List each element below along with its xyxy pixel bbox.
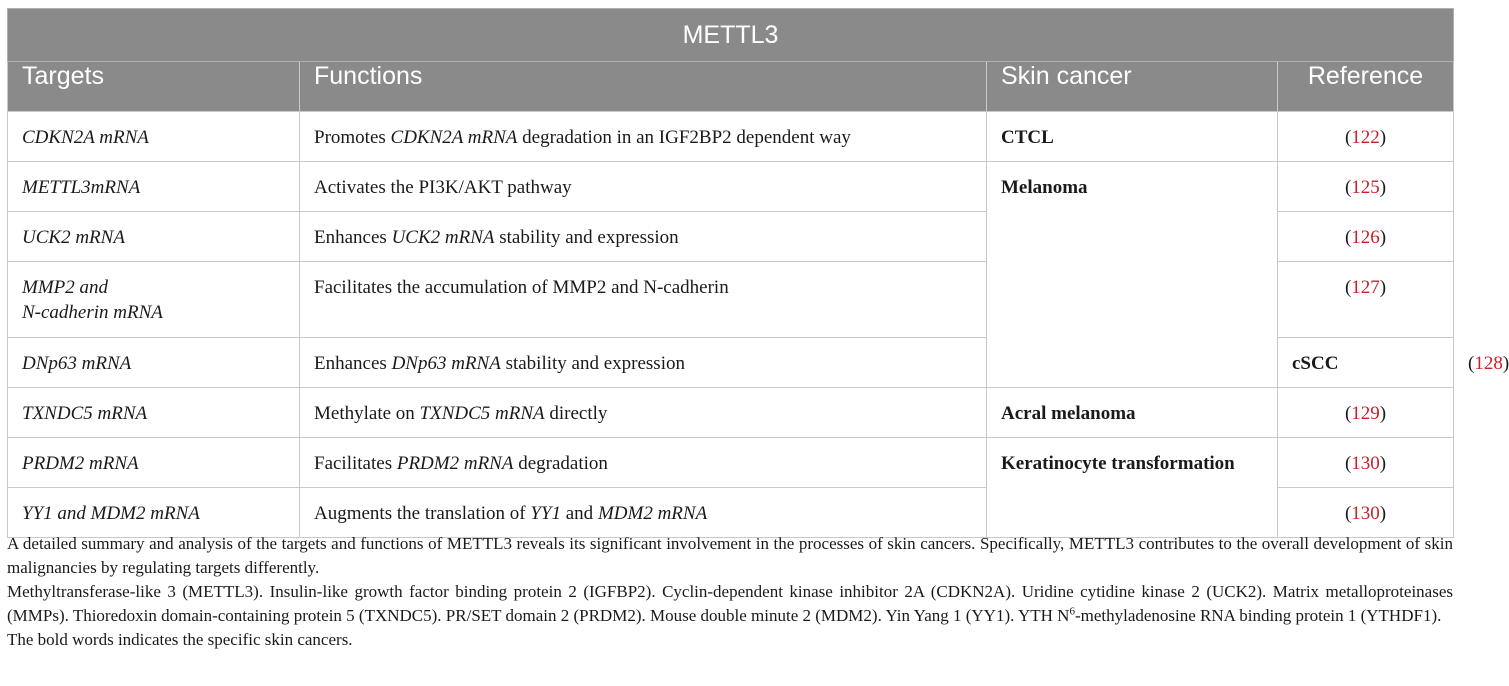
- superscript: 6: [1069, 605, 1075, 618]
- function-text: and: [561, 503, 598, 524]
- reference-cell: (122): [1278, 112, 1454, 162]
- target-cell: METTL3mRNA: [8, 162, 300, 212]
- footnote-bold-note: The bold words indicates the specific skin cancers.: [7, 630, 353, 649]
- target-line: N-cadherin mRNA: [22, 302, 163, 323]
- reference-cell: (127): [1278, 262, 1454, 338]
- reference-link[interactable]: 128: [1474, 353, 1503, 374]
- target-cell: TXNDC5 mRNA: [8, 388, 300, 438]
- abbreviations-text: -methyladenosine RNA binding protein 1 (YTHDF1).: [1074, 606, 1442, 625]
- function-cell: [300, 488, 987, 538]
- reference-cell: (129): [1278, 388, 1454, 438]
- reference-link[interactable]: 130: [1351, 503, 1380, 524]
- reference-link[interactable]: 122: [1351, 127, 1380, 148]
- reference-cell: (130): [1278, 438, 1454, 488]
- footnote-abbreviations: [7, 580, 1453, 628]
- table-title: METTL3: [8, 9, 1454, 62]
- function-text: degradation: [513, 453, 608, 474]
- mettl3-table: [7, 8, 1509, 538]
- function-text: Facilitates the accumulation of MMP2 and N-cadherin: [314, 277, 729, 298]
- target-cell: UCK2 mRNA: [8, 212, 300, 262]
- abbreviations-text: Methyltransferase-like 3 (METTL3). Insulin-like growth factor binding protein 2 (IGFBP2). Cyclin-dependent kinase inhibitor 2A (CDKN2A). Uridine cytidine kinase 2 (UCK2). Matrix metalloproteinases (MMPs). Thioredoxin domain-containing protein 5 (TXNDC5). PR/SET domain 2 (PRDM2). Mouse double minute 2 (MDM2). Yin Yang 1 (YY1). YTH N: [7, 582, 1453, 625]
- header-reference: Reference: [1278, 62, 1454, 112]
- function-text: Activates the PI3K/AKT pathway: [314, 177, 572, 198]
- target-cell: DNp63 mRNA: [8, 338, 300, 388]
- reference-link[interactable]: 130: [1351, 453, 1380, 474]
- function-text: Facilitates: [314, 453, 397, 474]
- target-cell: YY1 and MDM2 mRNA: [8, 488, 300, 538]
- function-italic: YY1: [530, 503, 561, 524]
- reference-link[interactable]: 125: [1351, 177, 1380, 198]
- function-text: directly: [544, 403, 608, 424]
- function-cell: [300, 338, 987, 388]
- function-text: Augments the translation of: [314, 503, 531, 524]
- skin-cancer-cell: Acral melanoma: [987, 388, 1278, 438]
- reference-cell: (125): [1278, 162, 1454, 212]
- header-skin-cancer: Skin cancer: [987, 62, 1278, 112]
- table-row: [8, 388, 1454, 438]
- function-cell: [300, 212, 987, 262]
- reference-link[interactable]: 126: [1351, 227, 1380, 248]
- function-italic: MDM2 mRNA: [597, 503, 708, 524]
- function-cell: [300, 162, 987, 212]
- function-text: Methylate on: [314, 403, 420, 424]
- function-text: Enhances: [314, 227, 392, 248]
- footnote-summary: A detailed summary and analysis of the targets and functions of METTL3 reveals its significant involvement in the processes of skin cancers. Specifically, METTL3 contributes to the overall development of skin malignancies by regulating targets differently.: [7, 534, 1453, 577]
- skin-cancer-cell: cSCC: [1278, 338, 1454, 388]
- function-cell: [300, 112, 987, 162]
- reference-cell: (126): [1278, 212, 1454, 262]
- table-row: [8, 438, 1454, 488]
- function-text: Enhances: [314, 353, 392, 374]
- function-italic: TXNDC5 mRNA: [419, 403, 545, 424]
- skin-cancer-cell: CTCL: [987, 112, 1278, 162]
- function-text: Promotes: [314, 127, 391, 148]
- function-text: stability and expression: [500, 353, 685, 374]
- target-cell: [8, 262, 300, 338]
- reference-cell: (130): [1278, 488, 1454, 538]
- reference-link[interactable]: 129: [1351, 403, 1380, 424]
- function-italic: PRDM2 mRNA: [396, 453, 514, 474]
- function-text: stability and expression: [494, 227, 679, 248]
- function-cell: [300, 388, 987, 438]
- function-text: degradation in an IGF2BP2 dependent way: [517, 127, 851, 148]
- skin-cancer-cell: Keratinocyte transformation: [987, 438, 1278, 538]
- table-footnotes: [7, 532, 1453, 652]
- table-row: DNp63 mRNA Enhances DNp63 mRNA stability and expression cSCC (128): [8, 338, 1454, 388]
- table-container: [7, 8, 1509, 538]
- header-functions: Functions: [300, 62, 987, 112]
- reference-link[interactable]: 127: [1351, 277, 1380, 298]
- header-targets: Targets: [8, 62, 300, 112]
- function-cell: [300, 438, 987, 488]
- function-italic: CDKN2A mRNA: [390, 127, 518, 148]
- skin-cancer-cell: Melanoma: [987, 162, 1278, 388]
- table-row: [8, 162, 1454, 212]
- function-italic: UCK2 mRNA: [391, 227, 495, 248]
- function-italic: DNp63 mRNA: [391, 353, 501, 374]
- header-row: [8, 62, 1454, 112]
- target-cell: CDKN2A mRNA: [8, 112, 300, 162]
- target-cell: PRDM2 mRNA: [8, 438, 300, 488]
- target-line: MMP2 and: [22, 277, 109, 298]
- function-cell: [300, 262, 987, 338]
- table-row: [8, 112, 1454, 162]
